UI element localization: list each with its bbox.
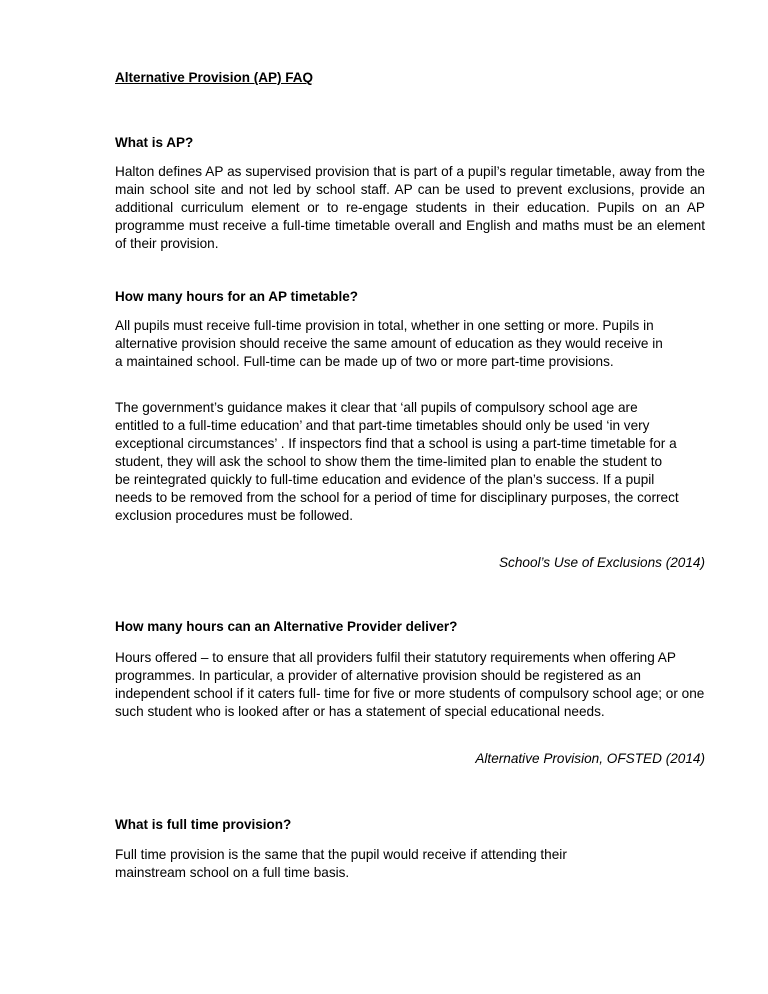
section-paragraph: Full time provision is the same that the pupil would receive if attending their mainstream school on a full time basis. (115, 847, 567, 880)
document-title: Alternative Provision (AP) FAQ (115, 70, 314, 85)
section-paragraph: Halton defines AP as supervised provision that is part of a pupil’s regular timetable, away from the main school site and not led by school staff. AP can be used to prevent exclusions, provide an additional curriculum element or to re-engage students in their education. Pupils on an AP programme must receive a full-time timetable overall and English and maths must be an element of their provision. (115, 164, 705, 251)
section-heading-full-time-provision: What is full time provision? (115, 817, 292, 832)
section-paragraph: All pupils must receive full-time provision in total, whether in one setting or more. Pupils in alternative provision should receive the same amount of education as they would receive in a maintained school. Full-time can be made up of two or more part-time provisions. (115, 318, 663, 369)
section-paragraph: The government’s guidance makes it clear that ‘all pupils of compulsory school age are entitled to a full-time education’ and that part-time timetables should only be used ‘in very exceptional circumstances’ . If inspectors find that a school is using a part-time timetable for a student, they will ask the school to show them the time-limited plan to enable the student to be reintegrated quickly to full-time education and evidence of the plan’s success. If a pupil needs to be removed from the school for a period of time for disciplinary purposes, the correct exclusion procedures must be followed. (115, 400, 679, 523)
citation: Alternative Provision, OFSTED (2014) (475, 751, 705, 766)
section-heading-what-is-ap: What is AP? (115, 135, 194, 150)
section-heading-ap-timetable-hours: How many hours for an AP timetable? (115, 289, 359, 304)
section-heading-provider-hours: How many hours can an Alternative Provider deliver? (115, 619, 458, 634)
section-paragraph: Hours offered – to ensure that all providers fulfil their statutory requirements when offering AP programmes. In particular, a provider of alternative provision should be registered as an independent school if it caters full- time for five or more students of compulsory school age; or one such student who is looked after or has a statement of special educational needs. (115, 650, 705, 719)
citation: School’s Use of Exclusions (2014) (498, 555, 705, 570)
